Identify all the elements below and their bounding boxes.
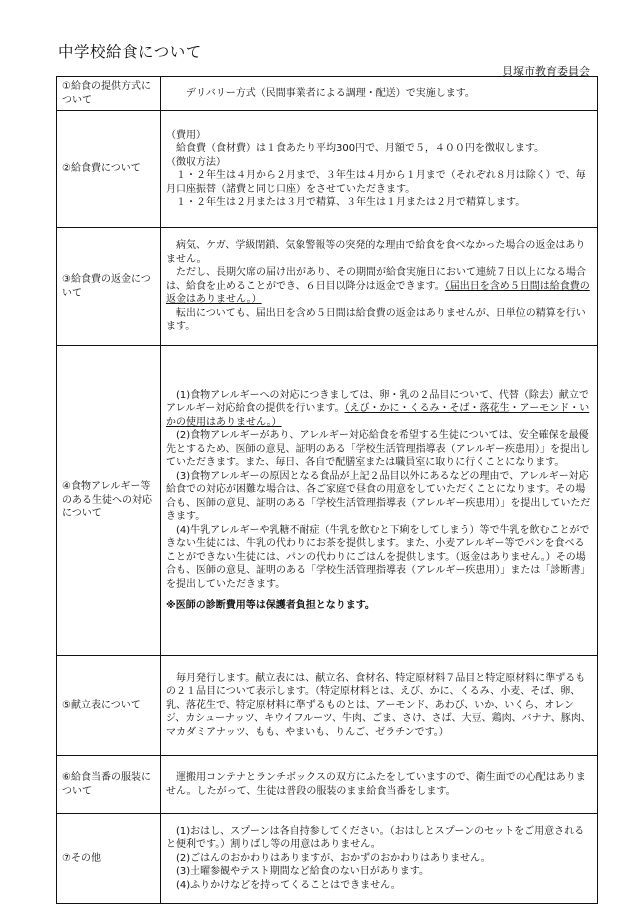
underlined-note: （届出日を含め５日間は給食費の返金はありません。）	[166, 280, 590, 306]
content-line: 給食費（食材費）は１食あたり平均300円で、月額で５，４００円を徴収します。	[176, 143, 545, 154]
content-line: デリバリー方式（民間事業者による調理・配送）で実施します。	[186, 87, 475, 99]
row-content	[161, 756, 598, 814]
content-paragraph: 運搬用コンテナとランチボックスの双方にふたをしていますので、衛生面での心配はありません。したがって、生徒は普段の服装のまま給食当番をします。	[166, 772, 586, 797]
row-label: ⑤献立表について	[57, 656, 161, 756]
content-paragraph: (3)食物アレルギーの原因となる食品が上記２品目以外にあるなどの理由で、アレルギー対応給食での対応が困難な場合は、各ご家庭で昼食の用意をしていただくことになります。その場合も、医師の意見、証明のある「学校生活管理指導表（アレルギー疾患用）」を提出していただきます。	[166, 470, 591, 522]
content-line: (1)おはし、スプーンは各自持参してください。（おはしとスプーンのセットをご用意されると便利です。）割りばし等の用意はありません。	[166, 825, 585, 851]
content-line: (2)ごはんのおかわりはありますが、おかずのおかわりはありません。	[176, 852, 491, 864]
content-paragraph: 病気、ケガ、学級閉鎖、気象警報等の突発的な理由で給食を食べなかった場合の返金はありません。	[166, 240, 586, 265]
content-line: １・２年生は２月または３月で精算、３年生は１月または２月で精算します。	[176, 197, 526, 208]
content-paragraph: 毎月発行します。献立表には、献立名、食材名、特定原材料７品目と特定原材料に準ずるもの２１品目について表示します。（特定原材料とは、えび、かに、くるみ、小麦、そば、卵、乳、落花生で、特定原材料に準ずるものとは、アーモンド、あわび、いか、いくら、オレンジ、カシューナッツ、キウイフルーツ、牛肉、ごま、さけ、さば、大豆、鶏肉、バナナ、豚肉、マカダミアナッツ、もも、やまいも、りんご、ゼラチンです。）	[166, 672, 591, 738]
document-title: 中学校給食について	[58, 43, 202, 61]
content-paragraph: (1)食物アレルギーへの対応につきましては、卵・乳の２品目について、代替（除去）献立でアレルギー対応給食の提供を行います。（えび・かに・くるみ・そば・落花生・アーモンド・いかの使用はありません。）	[166, 389, 590, 428]
content-line: （徴収方法）	[166, 156, 226, 168]
row-content	[161, 346, 598, 656]
row-content	[161, 77, 598, 111]
cost-note: ※医師の診断費用等は保護者負担となります。	[166, 600, 375, 611]
content-line: (4)ふりかけなどを持ってくることはできません。	[176, 879, 401, 891]
table-row-refund	[57, 228, 598, 346]
content-paragraph: (4)牛乳アレルギーや乳糖不耐症（牛乳を飲むと下痢をしてしまう）等で牛乳を飲むことができない生徒には、牛乳の代わりにお茶を提供します。また、小麦アレルギー等でパンを食べることができない生徒には、パンの代わりにごはんを提供します。（返金はありません。）その場合も、医師の意見、証明のある「学校生活管理指導表（アレルギー疾患用）」または「診断書」を提出していただきます。	[166, 524, 591, 590]
content-line: (3)土曜参観やテスト期間など給食のない日があります。	[176, 866, 429, 878]
row-content	[161, 814, 598, 904]
content-line: １・２年生は４月から２月まで、３年生は４月から１月まで（それぞれ８月は除く）で、毎月口座振替（諸費と同じ口座）をさせていただきます。	[166, 170, 586, 195]
table-row-delivery	[57, 77, 598, 111]
content-paragraph: 転出についても、届出日を含め５日間は給食費の返金はありませんが、日単位の精算を行います。	[166, 307, 586, 333]
content-paragraph: (2)食物アレルギーがあり、アレルギー対応給食を希望する生徒については、安全確保を最優先とするため、医師の意見、証明のある「学校生活管理指導表（アレルギー疾患用）」を提出していただきます。また、毎日、各自で配膳室または職員室に取りに行くことになります。	[166, 430, 590, 468]
row-content	[161, 111, 598, 228]
row-content	[161, 656, 598, 756]
table-row-duty	[57, 756, 598, 814]
row-label: ④食物アレルギー等のある生徒への対応について	[57, 346, 161, 656]
table-row-fee	[57, 111, 598, 228]
row-label: ②給食費について	[57, 111, 161, 228]
row-label: ③給食費の返金について	[57, 228, 161, 346]
table-row-menu	[57, 656, 598, 756]
row-label: ⑦その他	[57, 814, 161, 904]
row-content	[161, 228, 598, 346]
table-row-other	[57, 814, 598, 904]
row-label: ⑥給食当番の服装について	[57, 756, 161, 814]
notice-table	[56, 76, 598, 904]
content-line: （費用）	[166, 129, 206, 141]
content-paragraph: ただし、長期欠席の届け出があり、その期間が給食実施日において連続７日以上になる場合は、給食を止めることができ、６日目以降分は返金できます。（届出日を含め５日間は給食費の返金はありません。）	[166, 267, 590, 306]
underlined-note: （えび・かに・くるみ・そば・落花生・アーモンド・いかの使用はありません。）	[166, 403, 590, 428]
table-row-allergy	[57, 346, 598, 656]
issuer-name: 貝塚市教育委員会	[502, 65, 590, 78]
row-label: ①給食の提供方式について	[57, 77, 161, 111]
